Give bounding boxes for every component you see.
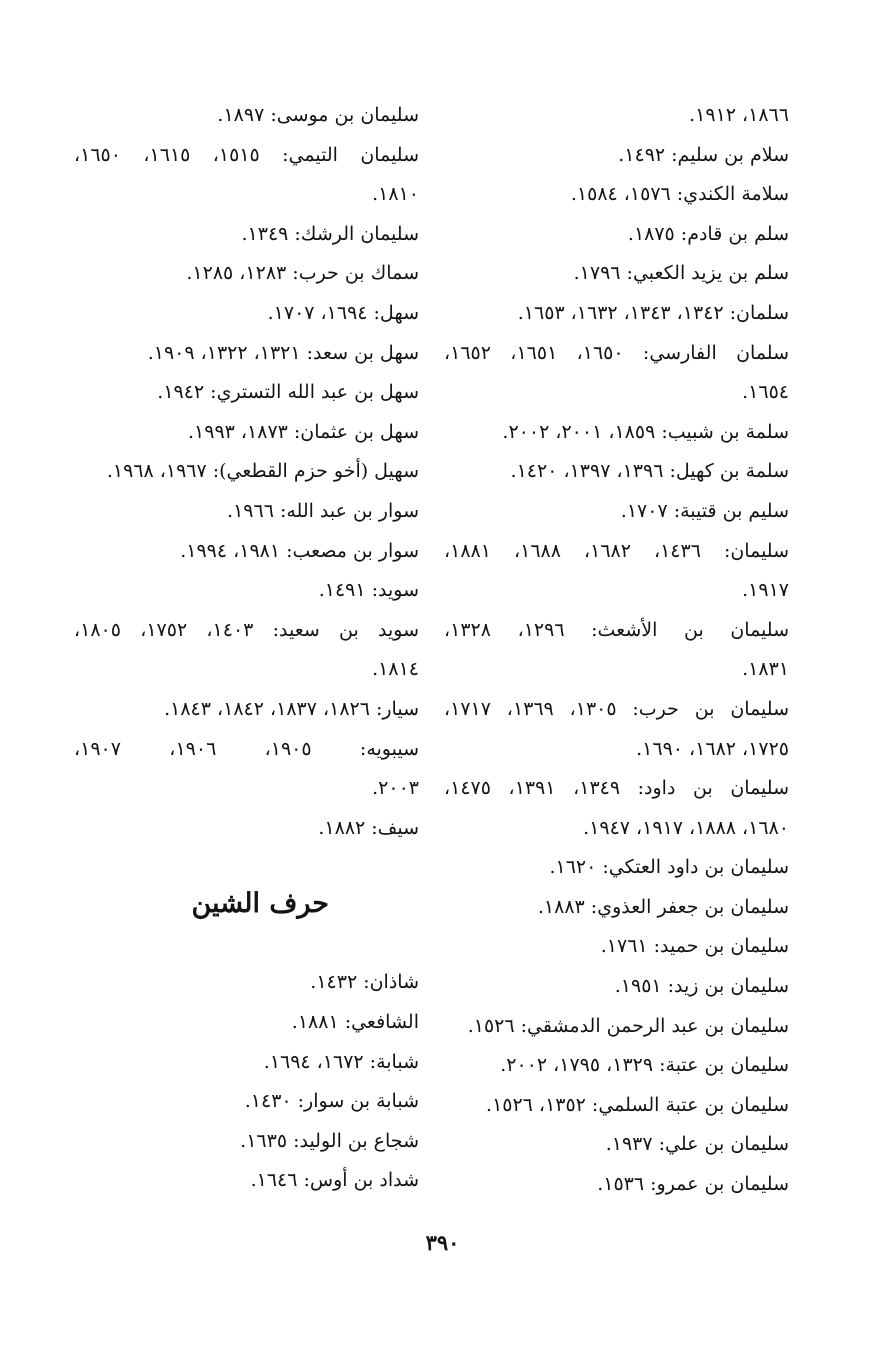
index-entry: سلامة الكندي: ١٥٧٦، ١٥٨٤. <box>570 183 789 206</box>
index-entry: سليمان بن عتبة: ١٣٢٩، ١٧٩٥، ٢٠٠٢. <box>500 1054 789 1077</box>
index-entry: سليمان بن داود: ١٣٤٩، ١٣٩١، ١٤٧٥، <box>444 777 789 800</box>
index-entry: سليمان بن موسى: ١٨٩٧. <box>217 104 419 126</box>
index-entry: سليم بن قتيبة: ١٧٠٧. <box>620 499 789 522</box>
index-entry: سليمان بن داود العتكي: ١٦٢٠. <box>549 856 789 879</box>
index-entry: سماك بن حرب: ١٢٨٣، ١٢٨٥. <box>186 262 419 285</box>
index-entry-continuation: ١٧٢٥، ١٦٨٢، ١٦٩٠. <box>636 737 789 760</box>
index-entry: سليمان بن جعفر العذوي: ١٨٨٣. <box>537 895 789 918</box>
index-entry: شداد بن أوس: ١٦٤٦. <box>250 1169 419 1192</box>
index-entry-continuation: ١٦٨٠، ١٨٨٨، ١٩١٧، ١٩٤٧. <box>583 816 789 839</box>
index-entry: سلام بن سليم: ١٤٩٢. <box>618 143 789 166</box>
index-entry: سيبويه: ١٩٠٥، ١٩٠٦، ١٩٠٧، <box>74 737 419 760</box>
right-index-column <box>444 96 789 1205</box>
index-entry: سليمان بن عمرو: ١٥٣٦. <box>597 1173 789 1196</box>
index-entry: سهل بن سعد: ١٣٢١، ١٣٢٢، ١٩٠٩. <box>147 341 419 364</box>
index-entry: سليمان بن حرب: ١٣٠٥، ١٣٦٩، ١٧١٧، <box>444 697 789 720</box>
section-heading: حرف الشين <box>191 888 329 920</box>
index-entry: شبابة: ١٦٧٢، ١٦٩٤. <box>263 1050 419 1073</box>
index-entry: سوار بن عبد الله: ١٩٦٦. <box>227 499 419 522</box>
index-entry-continuation: ١٨١٤. <box>372 658 419 681</box>
index-entry-continuation: ٢٠٠٣. <box>372 777 419 800</box>
index-entry: سلمان الفارسي: ١٦٥٠، ١٦٥١، ١٦٥٢، <box>444 341 789 364</box>
index-entry: شاذان: ١٤٣٢. <box>310 971 419 994</box>
index-entry: سيف: ١٨٨٢. <box>318 816 419 839</box>
index-entry: سهيل (أخو حزم القطعي): ١٩٦٧، ١٩٦٨. <box>106 460 419 483</box>
left-index-column <box>74 96 419 1201</box>
index-entry: سليمان بن علي: ١٩٣٧. <box>605 1133 789 1156</box>
index-entry: سيار: ١٨٢٦، ١٨٣٧، ١٨٤٢، ١٨٤٣. <box>164 697 419 720</box>
index-entry: الشافعي: ١٨٨١. <box>291 1011 419 1034</box>
index-entry-continuation: ١٦٥٤. <box>742 381 789 404</box>
index-entry: ١٨٦٦، ١٩١٢. <box>689 104 789 126</box>
index-entry-continuation: ١٨١٠. <box>372 183 419 206</box>
index-entry: سويد بن سعيد: ١٤٠٣، ١٧٥٢، ١٨٠٥، <box>74 618 419 641</box>
index-entry: سويد: ١٤٩١. <box>318 579 419 602</box>
index-entry-continuation: ١٨٣١. <box>742 658 789 681</box>
index-entry: سلمة بن شبيب: ١٨٥٩، ٢٠٠١، ٢٠٠٢. <box>502 420 789 443</box>
section-heading-block <box>74 848 419 927</box>
index-entry: سليمان التيمي: ١٥١٥، ١٦١٥، ١٦٥٠، <box>74 143 419 166</box>
index-entry: سلمان: ١٣٤٢، ١٣٤٣، ١٦٣٢، ١٦٥٣. <box>517 301 789 324</box>
index-entry: سهل بن عثمان: ١٨٧٣، ١٩٩٣. <box>187 420 419 443</box>
index-entry: سلمة بن كهيل: ١٣٩٦، ١٣٩٧، ١٤٢٠. <box>510 460 789 483</box>
page-number: ٣٩٠ <box>425 1230 460 1255</box>
index-entry: سليمان بن عبد الرحمن الدمشقي: ١٥٢٦. <box>467 1014 789 1037</box>
index-entry-continuation: ١٩١٧. <box>742 579 789 602</box>
index-entry: سليمان بن حميد: ١٧٦١. <box>600 935 789 958</box>
index-entry: شبابة بن سوار: ١٤٣٠. <box>244 1090 419 1113</box>
index-entry: سليمان بن زيد: ١٩٥١. <box>614 975 789 998</box>
section-spacer <box>74 927 419 963</box>
index-entry: سليمان: ١٤٣٦، ١٦٨٢، ١٦٨٨، ١٨٨١، <box>444 539 789 562</box>
index-entry: سهل بن عبد الله التستري: ١٩٤٢. <box>157 381 419 404</box>
index-entry: سليمان بن عتبة السلمي: ١٣٥٢، ١٥٢٦. <box>486 1093 789 1116</box>
index-entry: سوار بن مصعب: ١٩٨١، ١٩٩٤. <box>180 539 419 562</box>
index-entry: سهل: ١٦٩٤، ١٧٠٧. <box>267 301 419 324</box>
index-entry: سليمان الرشك: ١٣٤٩. <box>241 222 419 245</box>
index-entry: شجاع بن الوليد: ١٦٣٥. <box>240 1129 419 1152</box>
index-entry: سلم بن قادم: ١٨٧٥. <box>627 222 789 245</box>
index-entry: سلم بن يزيد الكعبي: ١٧٩٦. <box>573 262 789 285</box>
index-entry: سليمان بن الأشعث: ١٢٩٦، ١٣٢٨، <box>444 618 789 641</box>
